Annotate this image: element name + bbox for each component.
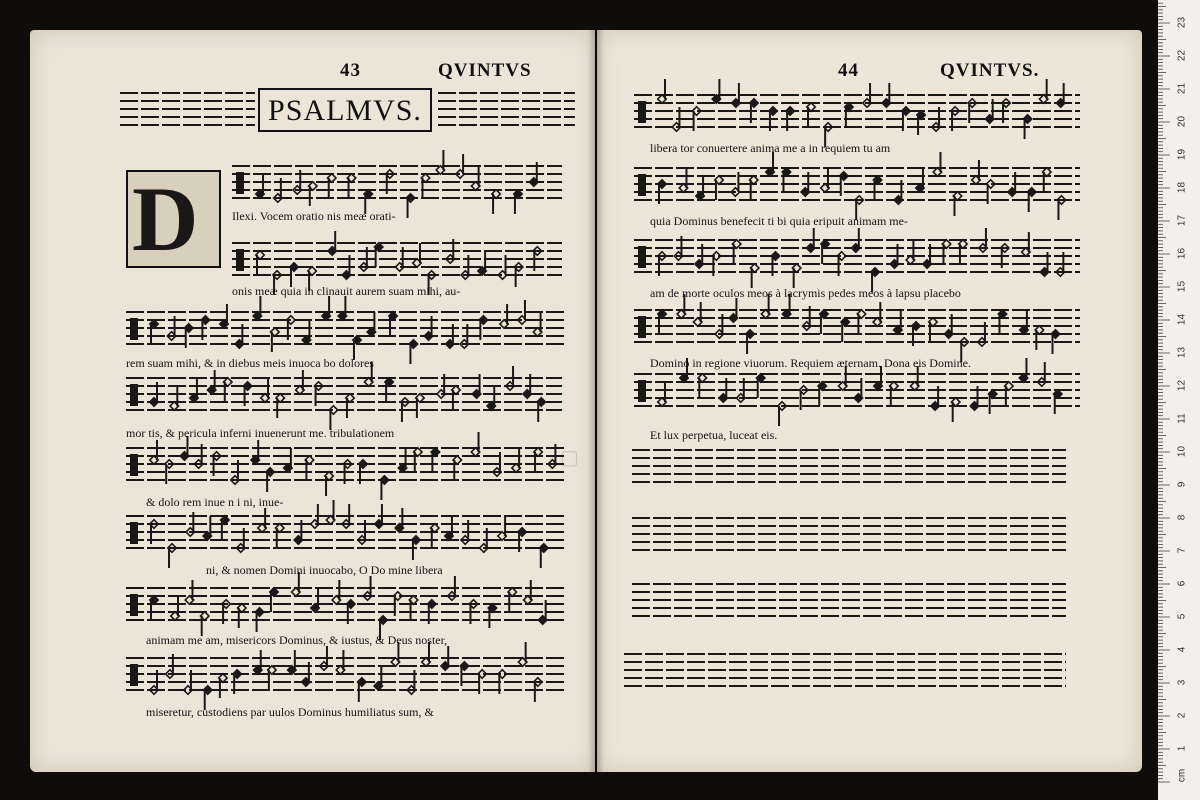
library-stamp: ▢ [560,447,579,469]
staff-left-3 [126,296,566,364]
staff-left-4 [126,362,562,430]
left-voice-label: QVINTVS [438,60,532,81]
ruler-number: 23 [1176,16,1188,29]
measuring-ruler [1158,0,1200,800]
left-lyric-line-6: ni, & nomen Domini inuocabo, O Do mine libera [206,563,443,577]
ruler-number: 8 [1176,514,1188,521]
ruler-number: 2 [1176,712,1188,719]
right-voice-label: QVINTVS. [940,60,1040,81]
right-page-number: 44 [838,60,859,81]
staff-left-title-b [438,93,575,125]
left-lyric-line-7: animam me am, misericors Dominus, & iustus, & Deus noster, [146,633,448,647]
ruler-number: 14 [1176,313,1188,326]
initial-letter: D [132,168,199,270]
left-lyric-line-4: mor tis, & pericula inferni inuenerunt me. tribulationem [126,426,395,440]
psalm-title-box [258,88,432,132]
right-lyric-line-4: Domino in regione viuorum. Requiem æternam. Dona eis Domine. [650,356,971,370]
left-lyric-line-8: miseretur, custodiens par uulos Dominus humiliatus sum, & [146,705,434,719]
ruler-unit: cm [1176,768,1188,783]
ruler-number: 12 [1176,379,1188,392]
ruler-number: 17 [1176,214,1188,227]
staff-left-8 [126,642,566,710]
ruler-number: 3 [1176,679,1188,686]
ruler-number: 13 [1176,346,1188,359]
ruler-number: 7 [1176,547,1188,554]
ruler-number: 9 [1176,481,1188,488]
right-lyric-line-5: Et lux perpetua, luceat eis. [650,428,778,442]
staff-right-4 [634,294,1080,362]
left-lyric-line-1: Ilexi. Vocem oratio nis meæ orati- [232,209,396,223]
ruler-number: 22 [1176,49,1188,62]
ruler-number: 16 [1176,247,1188,260]
ruler-number: 20 [1176,115,1188,128]
right-lyric-line-1: libera tor conuertere anima me a in requiem tu am [650,141,891,155]
ruler-number: 5 [1176,613,1188,620]
staff-right-3 [634,228,1080,292]
ruler-number: 21 [1176,82,1188,95]
staff-right-blank-1 [632,450,1066,482]
staff-left-7 [126,572,566,640]
ruler-number: 6 [1176,580,1188,587]
right-lyric-line-2: quia Dominus benefecit ti bi quia eripuit animam me- [650,214,908,228]
ruler-number: 11 [1176,413,1188,424]
left-lyric-line-2: onis meæ quia in clinauit aurem suam mihi, au- [232,284,461,298]
ruler-number: 4 [1176,646,1188,653]
ruler-number: 19 [1176,148,1188,161]
staff-left-6 [126,500,566,568]
staff-right-1 [634,79,1080,147]
right-lyric-line-3: am de morte oculos meos à lacrymis pedes meos à lapsu placebo [650,286,961,300]
staff-right-blank-3 [632,584,1066,616]
left-page-number: 43 [340,60,361,81]
psalm-title: PSALMVS. [268,94,422,127]
left-lyric-line-3: rem suam mihi, & in diebus meis inuoca bo dolores [126,356,374,370]
ruler-number: 1 [1176,745,1188,752]
staff-left-title-a [120,93,255,125]
staff-left-5 [126,432,566,500]
staff-right-blank-4 [624,654,1066,686]
ruler-number: 15 [1176,280,1188,293]
ruler-number: 10 [1176,445,1188,458]
ruler-number: 18 [1176,181,1188,194]
staff-right-2 [634,152,1080,220]
left-lyric-line-5: & dolo rem inue n i ni, inue- [146,495,284,509]
staff-right-blank-2 [632,518,1066,550]
staff-left-1 [232,150,562,218]
decorated-initial [126,170,221,268]
